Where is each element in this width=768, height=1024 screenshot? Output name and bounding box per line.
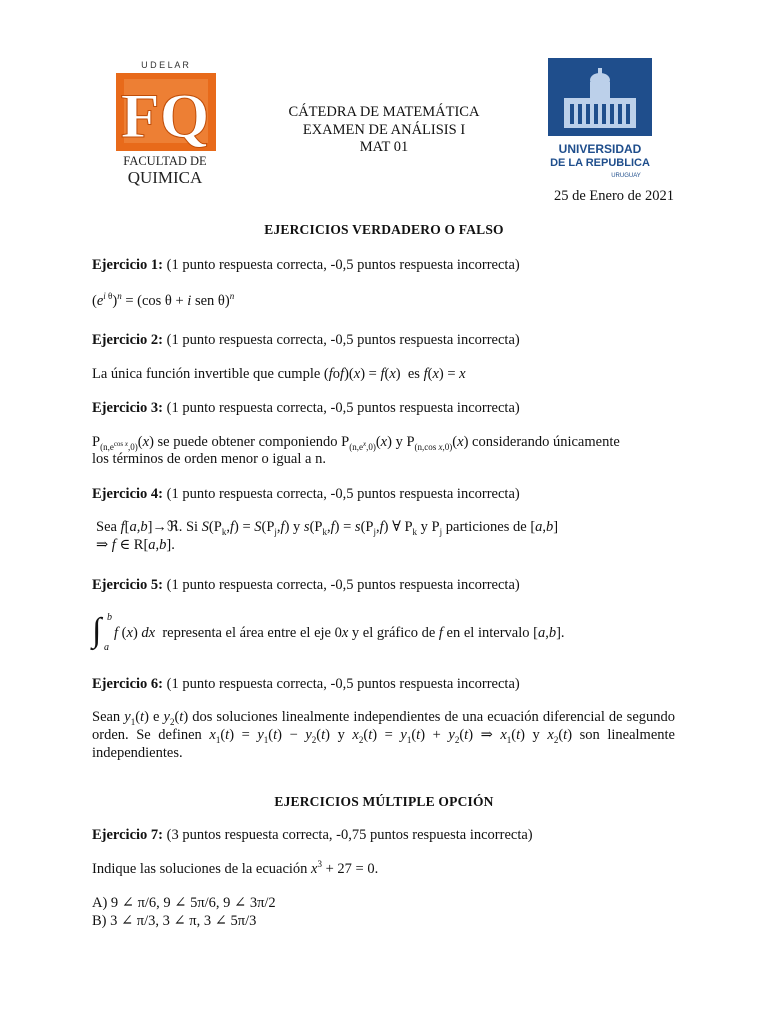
- exercise-7-heading: [92, 826, 533, 844]
- section-title-verdadero-falso: EJERCICIOS VERDADERO O FALSO: [264, 222, 504, 237]
- exercise-2-es: es: [407, 366, 420, 382]
- header-examen: EXAMEN DE ANÁLISIS I: [302, 122, 466, 138]
- exercise-2-points: (1 punto respuesta correcta, -0,5 puntos respuesta incorrecta): [163, 332, 520, 348]
- exercise-7-points: (3 puntos respuesta correcta, -0,75 puntos respuesta incorrecta): [163, 827, 533, 843]
- exercise-4-statement-line2: ⇒ f ∈ R[a,b].: [96, 537, 175, 553]
- exercise-3-text2: considerando únicamente: [472, 434, 620, 450]
- exercise-5-text2: y el gráfico de: [348, 625, 439, 641]
- logo-udelar-name1: UNIVERSIDAD: [558, 142, 642, 156]
- logo-fq-name1: FACULTAD DE: [123, 154, 207, 168]
- section-title-multiple-opcion: EJERCICIOS MÚLTIPLE OPCIÓN: [274, 794, 494, 809]
- exercise-1-formula: $(e^{i \theta})^n = (\cos$ θ + i sen θ)$^n$: [92, 291, 235, 309]
- exercise-3-text3: los términos de orden menor o igual a n.: [92, 451, 326, 467]
- exercise-3-points: (1 punto respuesta correcta, -0,5 puntos respuesta incorrecta): [163, 400, 520, 416]
- logo-udelar-name2: DE LA REPUBLICA: [550, 157, 650, 169]
- exercise-6-statement: Sean $y_1(t)$ e $y_2(t)$ dos soluciones linealmente independientes de una ecuación diferencial de segundo orden. Se definen $x_1(t) = y_1(t) - y_2(t)$ y $x_2(t) = y_1(t) + y_2(t)$ ⇒ $x_1(t)$ y $x_2(t)$ son linealmente independientes.: [92, 709, 676, 761]
- exercise-5-statement: f (x) dx representa el área entre el eje 0x y el gráfico de f en el intervalo [a,b].: [114, 625, 565, 641]
- logo-udelar-letters: U D E L A R: [141, 60, 189, 70]
- exercise-2-text: La única función invertible que cumple: [92, 366, 321, 382]
- exercise-7-label: Ejercicio 7:: [92, 827, 163, 843]
- exercise-2-statement: La única función invertible que cumple (fof)(x) = f(x) es f(x) = x: [92, 366, 466, 382]
- exercise-3-label: Ejercicio 3:: [92, 400, 163, 416]
- exercise-7-option-a: A) 9 ∠ π/6, 9 ∠ 5π/6, 9 ∠ 3π/2: [92, 895, 276, 911]
- exam-date: 25 de Enero de 2021: [554, 188, 674, 204]
- exercise-7-text: Indique las soluciones de la ecuación: [92, 861, 308, 877]
- exercise-4-label: Ejercicio 4:: [92, 486, 163, 502]
- header-catedra: CÁTEDRA DE MATEMÁTICA: [288, 104, 480, 120]
- exercise-3-y: y: [395, 434, 403, 450]
- exercise-3-heading: [92, 399, 520, 417]
- exercise-5-text3: en el intervalo: [442, 625, 534, 641]
- exercise-5-points: (1 punto respuesta correcta, -0,5 puntos respuesta incorrecta): [163, 577, 520, 593]
- exercise-2-heading: [92, 331, 520, 349]
- exercise-2-label: Ejercicio 2:: [92, 332, 163, 348]
- exercise-1-label: Ejercicio 1:: [92, 257, 163, 273]
- exercise-3-statement: $P_{(n,e^{cos x},0)}(x)$ se puede obtener componiendo $P_{(n,e^x,0)}(x)$ y $P_{(n,cos x,0)}(x)$ considerando únicamente: [92, 434, 620, 452]
- logo-fq-monogram: FQ: [120, 80, 210, 151]
- exercise-6-points: (1 punto respuesta correcta, -0,5 puntos respuesta incorrecta): [163, 676, 520, 692]
- exercise-5-integral: ∫ b a: [92, 612, 112, 653]
- exercise-5-heading: [92, 576, 520, 594]
- exercise-4-statement-line1: Sea f[a,b]→ℜ. Si $S(P_k,f) = S(P_j,f)$ y $s(P_k,f) = s(P_j,f)$ ∀ $P_k$ y $P_j$ particiones de [a,b]: [96, 519, 559, 537]
- exercise-5-label: Ejercicio 5:: [92, 577, 163, 593]
- logo-fq-name2: QUIMICA: [127, 168, 203, 187]
- exercise-6-label: Ejercicio 6:: [92, 676, 163, 692]
- exercise-3-text1: se puede obtener componiendo: [157, 434, 338, 450]
- header-codigo: MAT 01: [359, 139, 409, 155]
- exercise-6-heading: [92, 675, 520, 693]
- exercise-1-points: (1 punto respuesta correcta, -0,5 puntos respuesta incorrecta): [163, 257, 520, 273]
- exercise-7-statement: Indique las soluciones de la ecuación $x^3 + 27 = 0$.: [92, 859, 379, 877]
- exercise-1-heading: [92, 256, 520, 274]
- exercise-4-heading: [92, 485, 520, 503]
- exercise-7-option-b: B) 3 ∠ π/3, 3 ∠ π, 3 ∠ 5π/3: [92, 913, 257, 929]
- exercise-5-text1: representa el área entre el eje 0: [162, 625, 342, 641]
- logo-udelar-country: URUGUAY: [611, 173, 641, 179]
- exercise-4-points: (1 punto respuesta correcta, -0,5 puntos respuesta incorrecta): [163, 486, 520, 502]
- universidad-republica-logo: [548, 58, 652, 182]
